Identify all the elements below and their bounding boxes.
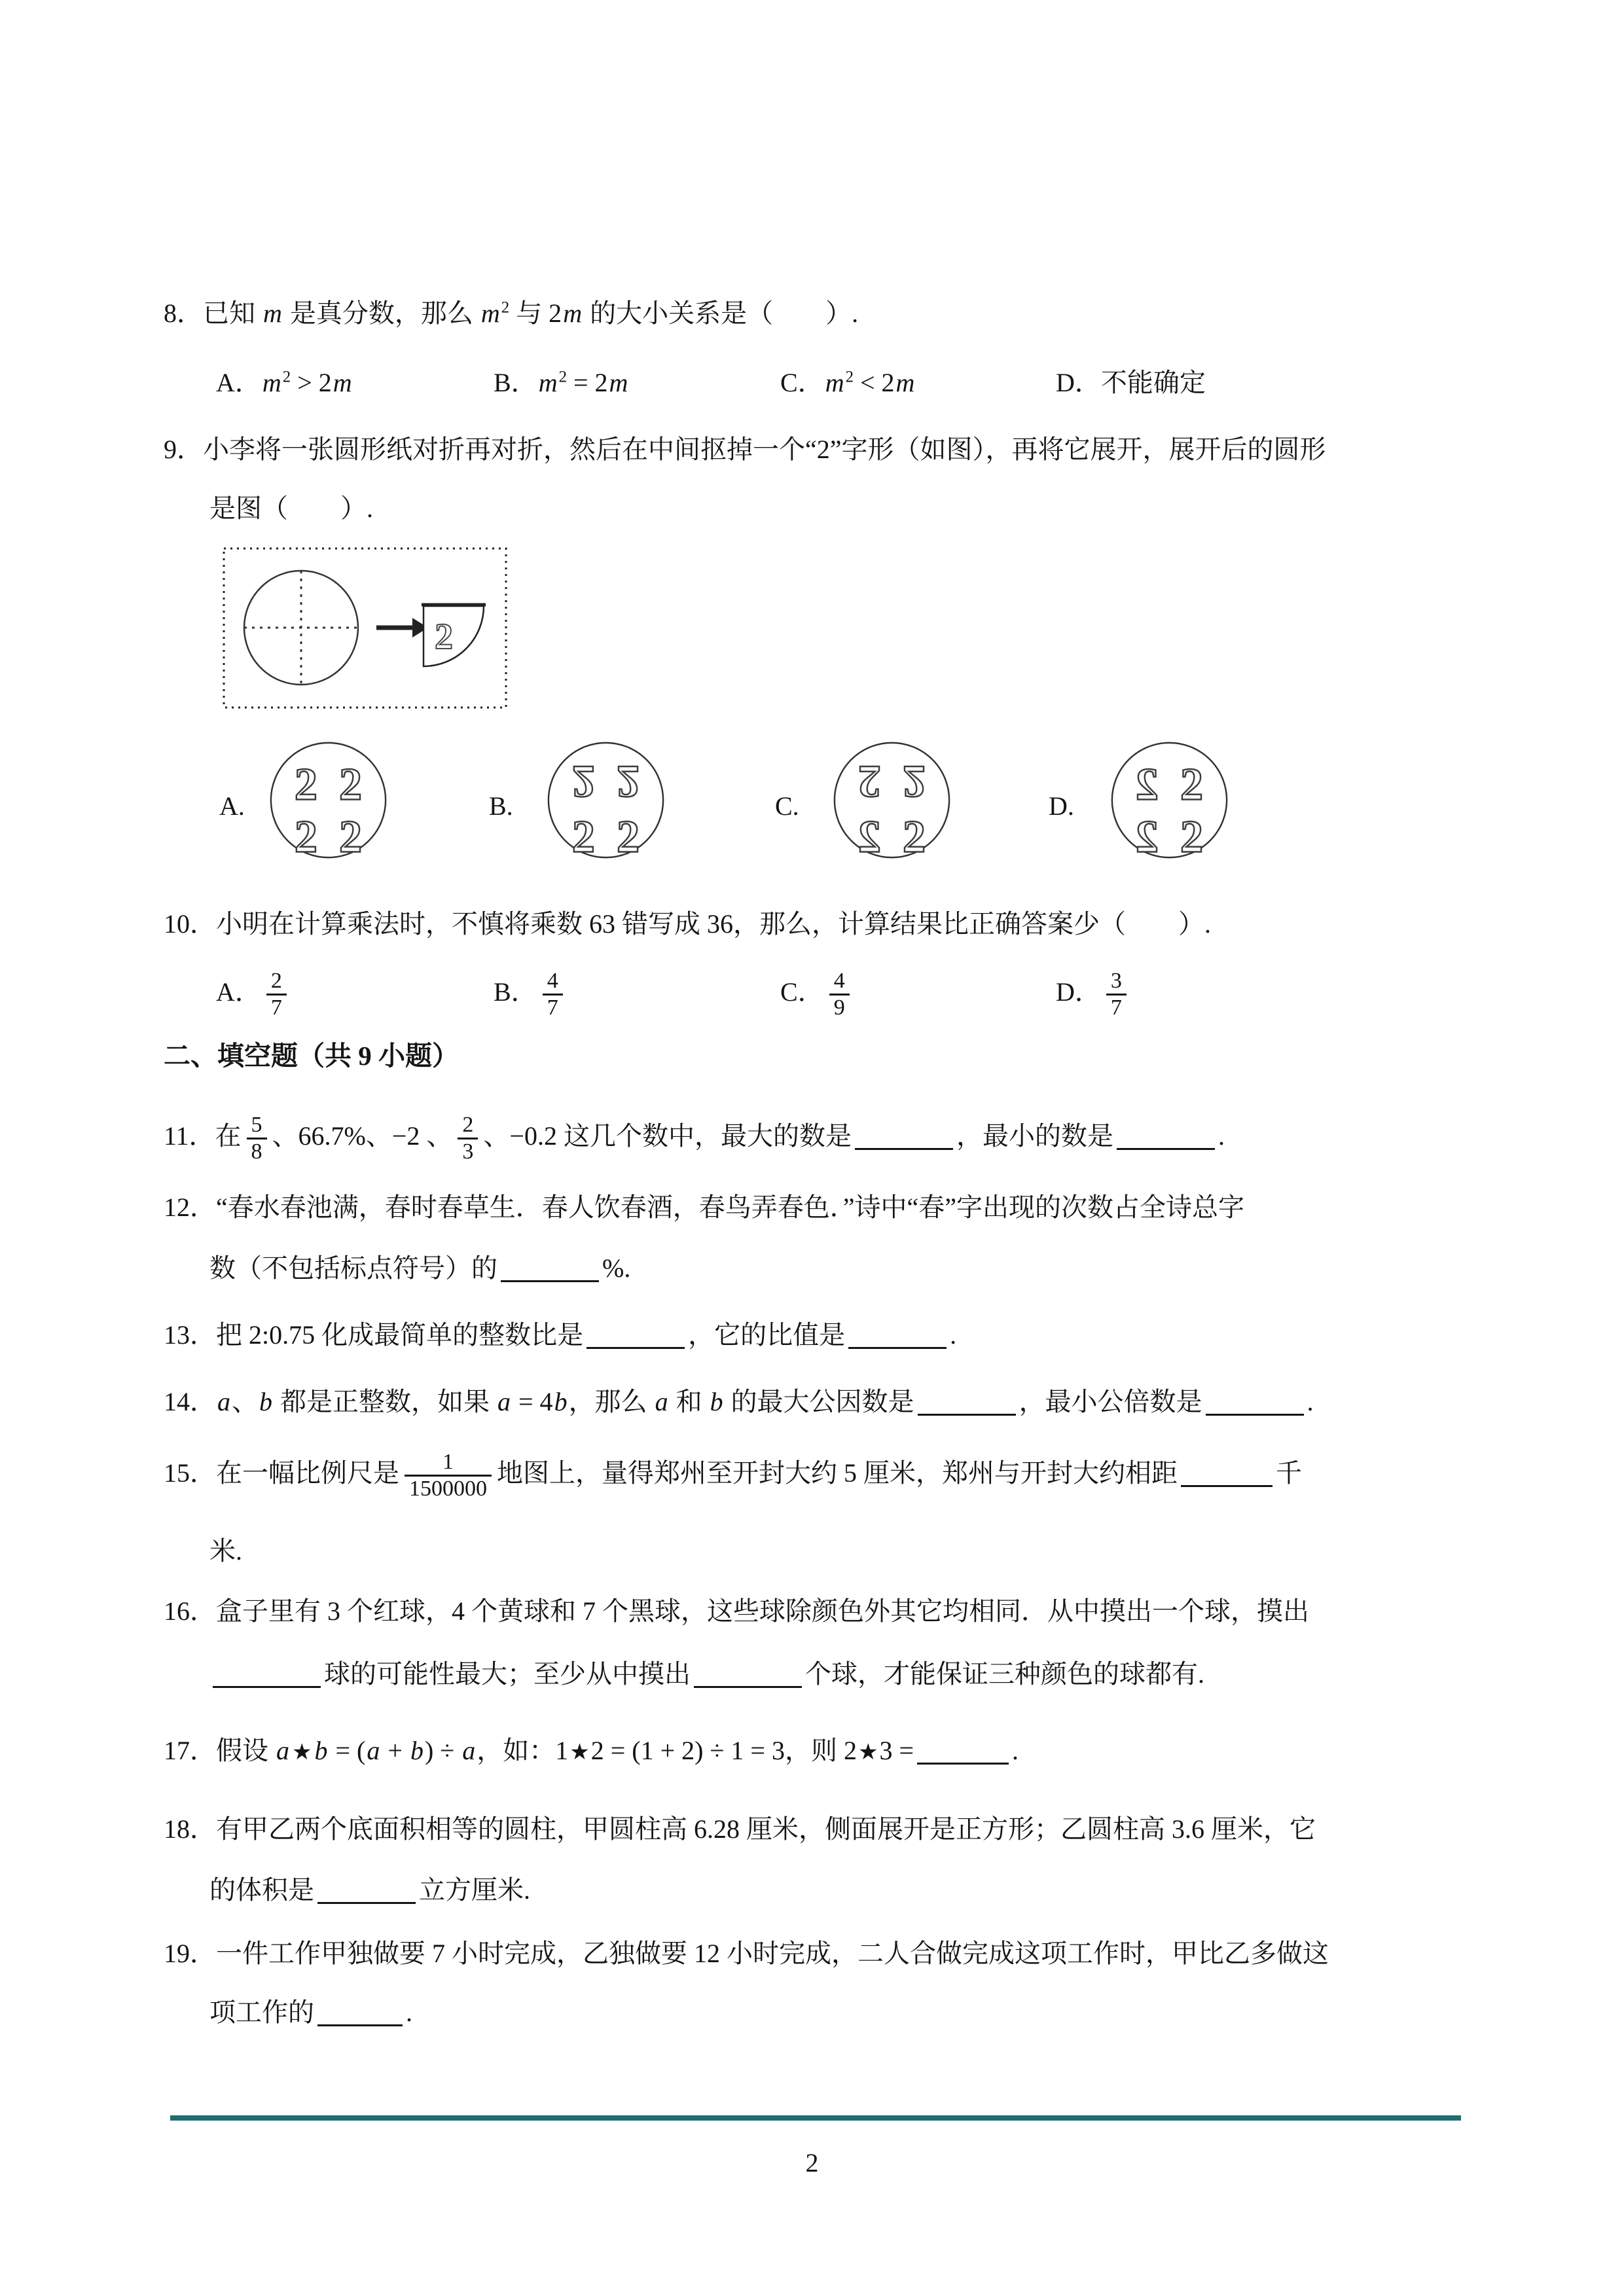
cut-glyph-fx: 2 xyxy=(1135,812,1159,861)
question-13: 13．把 2:0.75 化成最简单的整数比是 ，它的比值是 . xyxy=(164,1320,957,1350)
math-variable: b xyxy=(554,1387,568,1416)
cut-glyph-n: 2 xyxy=(294,812,317,861)
answer-circle-outline xyxy=(549,743,663,857)
answer-circle-c xyxy=(831,740,952,861)
math-variable: m xyxy=(263,298,282,328)
page-number: 2 xyxy=(805,2148,819,2178)
math-variable: m xyxy=(825,368,844,397)
question-15-line2: 米. xyxy=(209,1536,242,1566)
question-9-stem-line2: 是图（ ）. xyxy=(209,493,373,523)
math-variable: b xyxy=(259,1387,272,1416)
answer-blank xyxy=(918,1412,1016,1416)
answer-blank xyxy=(855,1147,953,1150)
fraction xyxy=(829,969,850,1020)
answer-circle-outline xyxy=(1112,743,1227,857)
cut-glyph-fv: 2 xyxy=(617,755,640,806)
cut-glyph-fx: 2 xyxy=(1135,759,1159,810)
cut-glyph-n: 2 xyxy=(571,812,595,861)
answer-blank xyxy=(1206,1412,1304,1416)
fraction xyxy=(405,1450,492,1501)
fraction-denominator: 8 xyxy=(251,1139,262,1164)
math-variable: m xyxy=(333,368,352,397)
question-8-stem: 8．已知 m 是真分数，那么 $m^2$ 与 2m 的大小关系是（ ）. xyxy=(164,298,859,328)
question-8-option-c: C．$m^2 < 2m$ xyxy=(780,368,915,397)
fraction-numerator: 5 xyxy=(247,1113,267,1139)
fraction-denominator: 7 xyxy=(1110,996,1122,1020)
cut-glyph-fx: 2 xyxy=(857,812,881,861)
star-operator-icon: ★ xyxy=(569,1739,590,1765)
question-9-stem-line1: 9．小李将一张圆形纸对折再对折，然后在中间抠掉一个“2”字形（如图），再将它展开，展开后的圆形 xyxy=(164,435,1326,464)
math-variable: a xyxy=(655,1387,668,1416)
answer-blank xyxy=(213,1685,321,1688)
question-17: 17．假设 a ★ b = (a + b) ÷ a，如：1★2 = (1 + 2) ÷ 1 = 3，则 2★3 = . xyxy=(164,1736,1019,1765)
wedge-icon xyxy=(424,606,484,666)
math-variable: a xyxy=(497,1387,511,1416)
question-12-line1: 12．“春水春池满，春时春草生．春人饮春酒，春鸟弄春色．”诗中“春”字出现的次数占全诗总字 xyxy=(164,1193,1245,1222)
fraction-numerator: 3 xyxy=(1106,969,1127,996)
math-variable: m xyxy=(895,368,915,397)
circle-option-label-d: D. xyxy=(1049,791,1074,821)
answer-blank xyxy=(586,1346,685,1349)
question-10-option-c: C． $\frac{4}{9}$ xyxy=(780,969,855,1020)
cut-glyph-n: 2 xyxy=(294,759,317,810)
question-10-option-d: D． $\frac{3}{7}$ xyxy=(1056,969,1132,1020)
fraction xyxy=(266,969,287,1020)
math-variable: b xyxy=(314,1736,328,1765)
cut-glyph-fv: 2 xyxy=(903,755,926,806)
cut-glyph-fv: 2 xyxy=(571,755,595,806)
answer-circle-b xyxy=(545,740,666,861)
fraction xyxy=(1106,969,1127,1020)
question-12-line2: 数（不包括标点符号）的 %. xyxy=(209,1253,631,1283)
cut-glyph-n: 2 xyxy=(1180,759,1204,810)
question-8-option-a: A．$m^2 > 2m$ xyxy=(216,368,352,397)
question-16-line1: 16．盒子里有 3 个红球，4 个黄球和 7 个黑球，这些球除颜色外其它均相同．从中摸出一个球，摸出 xyxy=(164,1596,1309,1626)
question-15-line1: 15．在一幅比例尺是 $\frac{1}{1500000}$ 地图上，量得郑州至开封大约 5 厘米，郑州与开封大约相距 千 xyxy=(164,1450,1302,1501)
question-16-line2: 球的可能性最大；至少从中摸出 个球，才能保证三种颜色的球都有. xyxy=(209,1657,1204,1692)
fraction xyxy=(458,1113,478,1164)
folded-paper-figure xyxy=(223,547,507,709)
fraction-numerator: 2 xyxy=(266,969,287,996)
fraction-denominator: 1500000 xyxy=(409,1477,487,1501)
question-10-stem: 10．小明在计算乘法时，不慎将乘数 63 错写成 36，那么，计算结果比正确答案少（ ）. xyxy=(164,909,1211,939)
question-18-line1: 18．有甲乙两个底面积相等的圆柱，甲圆柱高 6.28 厘米，侧面展开是正方形；乙圆柱高 3.6 厘米，它 xyxy=(164,1814,1316,1844)
fraction-denominator: 7 xyxy=(547,996,558,1020)
cut-glyph-n: 2 xyxy=(1180,812,1204,861)
answer-blank xyxy=(317,2023,403,2026)
cut-glyph-r: 2 xyxy=(857,755,881,806)
answer-circle-a xyxy=(268,740,389,861)
question-8-option-b: B．$m^2 = 2m$ xyxy=(494,368,628,397)
answer-blank xyxy=(848,1346,947,1349)
star-operator-icon: ★ xyxy=(292,1739,312,1765)
footer-rule xyxy=(170,2115,1461,2121)
answer-circle-outline xyxy=(271,743,386,857)
question-19-line1: 19．一件工作甲独做要 7 小时完成，乙独做要 12 小时完成，二人合做完成这项工作时，甲比乙多做这 xyxy=(164,1939,1329,1968)
wedge-cut-glyph: 2 xyxy=(435,617,453,657)
superscript: 2 xyxy=(558,368,567,386)
fraction-numerator: 1 xyxy=(405,1450,492,1477)
fraction-numerator: 2 xyxy=(458,1113,478,1139)
circle-option-label-c: C. xyxy=(775,791,799,821)
answer-circle-d xyxy=(1109,740,1230,861)
answer-circle-outline xyxy=(835,743,949,857)
superscript: 2 xyxy=(501,298,510,317)
answer-blank xyxy=(317,1901,416,1904)
question-11: 11．在 $\frac{5}{8}$ 、66.7%、−2 、 $\frac{2}{3}$ 、−0.2 这几个数中，最大的数是 ，最小的数是 . xyxy=(164,1113,1225,1164)
cut-glyph-n: 2 xyxy=(903,812,926,861)
answer-blank xyxy=(1117,1147,1215,1150)
math-variable: b xyxy=(710,1387,723,1416)
answer-blank xyxy=(694,1685,802,1688)
cut-glyph-n: 2 xyxy=(339,759,363,810)
math-variable: a xyxy=(367,1736,380,1765)
fraction-numerator: 4 xyxy=(543,969,563,996)
circle-option-label-b: B. xyxy=(489,791,513,821)
fraction-denominator: 9 xyxy=(833,996,845,1020)
question-10-option-a: A． $\frac{2}{7}$ xyxy=(216,969,292,1020)
cut-glyph-n: 2 xyxy=(339,812,363,861)
question-18-line2: 的体积是 立方厘米. xyxy=(209,1875,530,1905)
superscript: 2 xyxy=(282,368,291,386)
question-19-line2: 项工作的 . xyxy=(209,1998,412,2027)
section-2-header: 二、填空题（共 9 小题） xyxy=(164,1041,459,1071)
superscript: 2 xyxy=(845,368,854,386)
fraction-denominator: 3 xyxy=(462,1139,474,1164)
math-variable: a xyxy=(217,1387,230,1416)
math-variable: m xyxy=(538,368,558,397)
math-variable: b xyxy=(410,1736,424,1765)
star-operator-icon: ★ xyxy=(857,1739,878,1765)
circle-option-label-a: A. xyxy=(219,791,245,821)
answer-blank xyxy=(501,1279,599,1282)
answer-blank xyxy=(917,1761,1009,1765)
cut-glyph-n: 2 xyxy=(617,812,640,861)
math-variable: a xyxy=(276,1736,289,1765)
math-variable: m xyxy=(609,368,628,397)
fraction xyxy=(247,1113,267,1164)
fraction xyxy=(543,969,563,1020)
math-variable: m xyxy=(563,298,583,328)
question-8-option-d: D．不能确定 xyxy=(1056,368,1206,397)
fraction-denominator: 7 xyxy=(270,996,282,1020)
question-14: 14．a、b 都是正整数，如果 a = 4b，那么 a 和 b 的最大公因数是 ，最小公倍数是 . xyxy=(164,1387,1314,1416)
math-variable: m xyxy=(480,298,500,328)
math-variable: a xyxy=(462,1736,476,1765)
fraction-numerator: 4 xyxy=(829,969,850,996)
answer-blank xyxy=(1181,1484,1272,1487)
question-10-option-b: B． $\frac{4}{7}$ xyxy=(494,969,568,1020)
math-variable: m xyxy=(262,368,281,397)
